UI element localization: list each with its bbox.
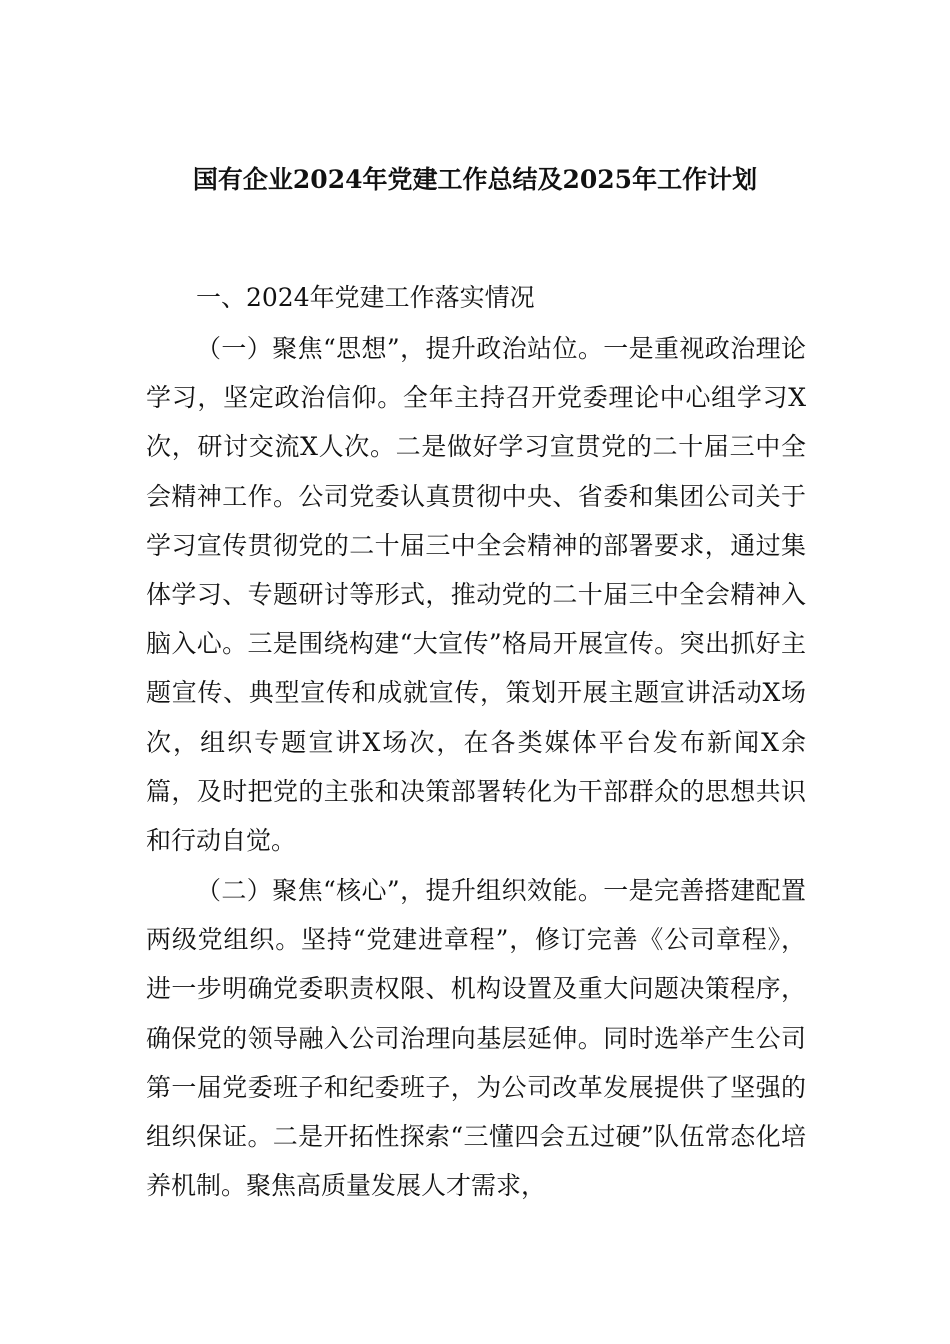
body-paragraph-2: （二）聚焦“核心”，提升组织效能。一是完善搭建配置两级党组织。坚持“党建进章程”，修订完善《公司章程》，进一步明确党委职责权限、机构设置及重大问题决策程序，确保党的领导融入公司治理向基层延伸。同时选举产生公司第一届党委班子和纪委班子，为公司改革发展提供了坚强的组织保证。二是开拓性探索“三懂四会五过硬”队伍常态化培养机制。聚焦高质量发展人才需求， [146, 876, 806, 1201]
document-title: 国有企业2024年党建工作总结及2025年工作计划 [192, 165, 758, 194]
section-heading: 一、2024年党建工作落实情况 [196, 283, 535, 312]
body-paragraph-1: （一）聚焦“思想”，提升政治站位。一是重视政治理论学习，坚定政治信仰。全年主持召开党委理论中心组学习X次，研讨交流X人次。二是做好学习宣贯党的二十届三中全会精神工作。公司党委认真贯彻中央、省委和集团公司关于学习宣传贯彻党的二十届三中全会精神的部署要求，通过集体学习、专题研讨等形式，推动党的二十届三中全会精神入脑入心。三是围绕构建“大宣传”格局开展宣传。突出抓好主题宣传、典型宣传和成就宣传，策划开展主题宣讲活动X场次，组织专题宣讲X场次，在各类媒体平台发布新闻X余篇，及时把党的主张和决策部署转化为干部群众的思想共识和行动自觉。 [146, 334, 806, 856]
